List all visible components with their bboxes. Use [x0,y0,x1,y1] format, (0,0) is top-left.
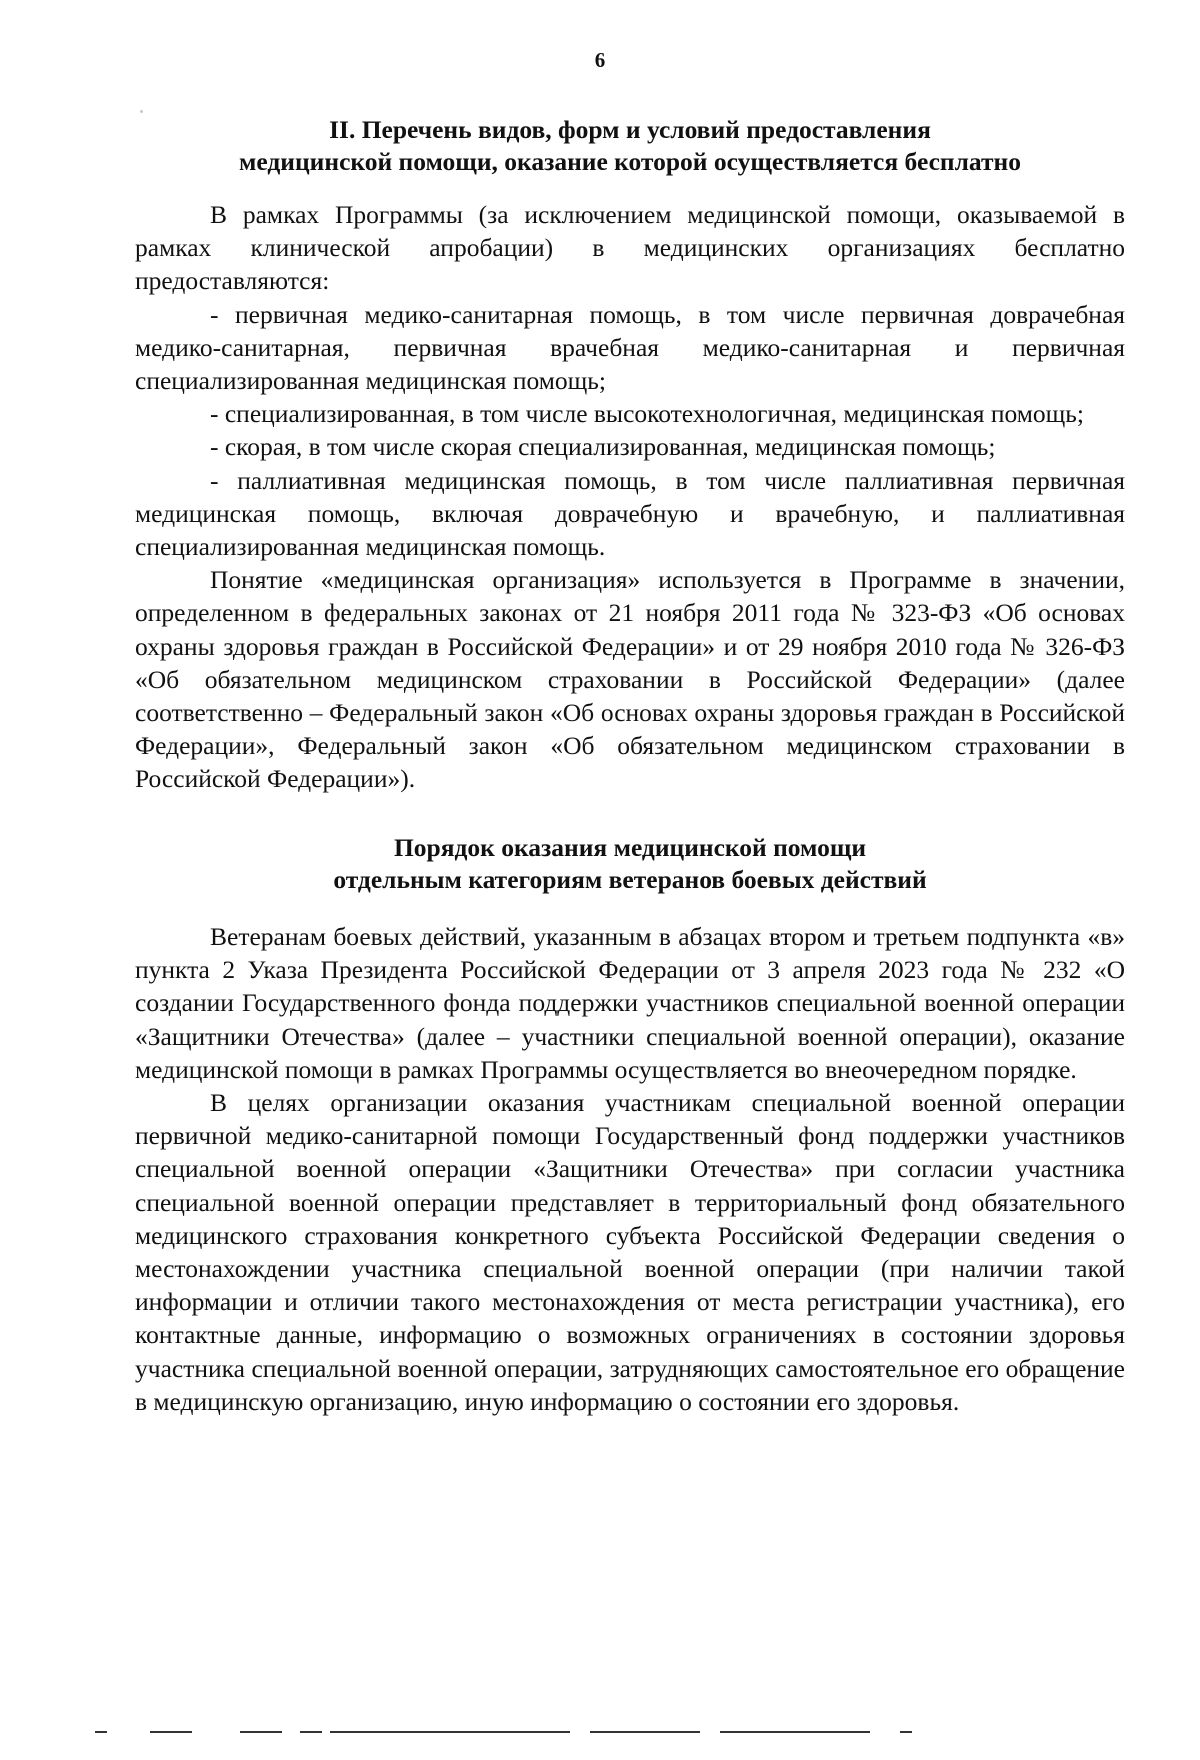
paragraph-veterans: Ветеранам боевых действий, указанным в абзацах втором и третьем подпункта «в» пункта 2 Указа Президента Российской Федерации от 3 апреля 2023 года № 232 «О создании Государственного фонда поддержки участников специальной военной операции «Защитники Отечества» (далее – участники специальной военной операции), оказание медицинской помощи в рамках Программы осуществляется во внеочередном порядке. [135,922,1125,1084]
section-heading-line-2: медицинской помощи, оказание которой осуществляется бесплатно [239,147,1021,176]
subsection-heading-line-2: отдельным категориям ветеранов боевых действий [333,865,927,894]
paragraph-fund-information: В целях организации оказания участникам специальной военной операции первичной медико-санитарной помощи Государственный фонд поддержки участников специальной военной операции «Защитники Отечества» при согласии участника специальной военной операции представляет в территориальный фонд обязательного медицинского страхования конкретного субъекта Российской Федерации сведения о местонахождении участника специальной военной операции (при наличии такой информации и отличии такого местонахождения от места регистрации участника), его контактные данные, информацию о возможных ограничениях в состоянии здоровья участника специальной военной операции, затрудняющих самостоятельное его обращение в медицинскую организацию, иную информацию о состоянии его здоровья. [135,1088,1125,1416]
list-item-specialized-care: - специализированная, в том числе высокотехнологичная, медицинская помощь; [210,399,1084,429]
paragraph-intro: В рамках Программы (за исключением медицинской помощи, оказываемой в рамках клинической апробации) в медицинских организациях бесплатно предоставляются: [135,200,1125,296]
section-heading-line-1: II. Перечень видов, форм и условий предоставления [329,115,931,144]
section-body [135,198,1125,796]
scan-artifact [140,110,143,113]
subsection-heading [135,832,1125,896]
scan-edge-marks [0,1731,1200,1737]
section-heading [135,114,1125,178]
list-item-emergency-care: - скорая, в том числе скорая специализированная, медицинская помощь; [210,432,996,462]
list-item-primary-care: - первичная медико-санитарная помощь, в том числе первичная доврачебная медико-санитарная, первичная врачебная медико-санитарная и первичная специализированная медицинская помощь; [135,299,1125,396]
subsection-body [135,920,1125,1418]
list-item-palliative-care: - паллиативная медицинская помощь, в том числе паллиативная первичная медицинская помощь, включая доврачебную и врачебную, и паллиативная специализированная медицинская помощь. [135,465,1125,562]
subsection-heading-line-1: Порядок оказания медицинской помощи [393,833,867,862]
paragraph-definition: Понятие «медицинская организация» используется в Программе в значении, определенном в федеральных законах от 21 ноября 2011 года № 323-ФЗ «Об основах охраны здоровья граждан в Российской Федерации» и от 29 ноября 2010 года № 326-ФЗ «Об обязательном медицинском страховании в Российской Федерации» (далее соответственно – Федеральный закон «Об основах охраны здоровья граждан в Российской Федерации», Федеральный закон «Об обязательном медицинском страховании в Российской Федерации»). [135,565,1125,794]
page-number: 6 [594,48,606,72]
